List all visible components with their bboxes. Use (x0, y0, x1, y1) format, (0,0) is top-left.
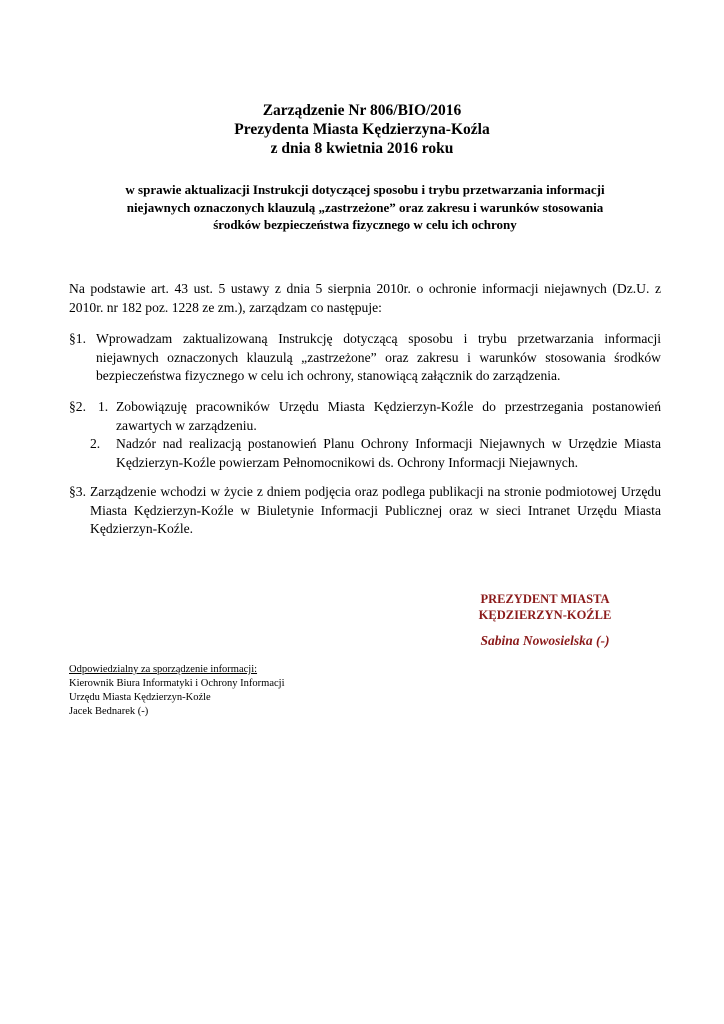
footer-line-2: Urzędu Miasta Kędzierzyn-Koźle (69, 692, 211, 703)
document-title (0, 101, 724, 158)
signature-title (420, 591, 670, 623)
footer-line-1: Kierownik Biura Informatyki i Ochrony Informacji (69, 678, 285, 689)
signature-name: Sabina Nowosielska (-) (480, 633, 610, 648)
signature-title-line-1: PREZYDENT MIASTA (480, 592, 610, 606)
section-3 (69, 483, 661, 539)
section-3-text: Zarządzenie wchodzi w życie z dniem podjęcia oraz podlega publikacji na stronie podmiotowej Urzędu Miasta Kędzierzyn-Koźle w Biuletynie Informacji Publicznej oraz w sieci Intranet Urzędu Miasta Kędzierzyn-Koźle. (90, 484, 661, 536)
section-3-body (69, 483, 661, 539)
section-2-item-1 (69, 398, 661, 435)
section-2-item-1-text: Zobowiązuję pracowników Urzędu Miasta Kędzierzyn-Koźle do przestrzegania postanowień zawartych w zarządzeniu. (116, 399, 661, 433)
section-2-marker: §2. (69, 399, 86, 414)
section-2-item-2-number: 2. (90, 436, 101, 451)
document-subject (80, 181, 650, 234)
subject-line-2: niejawnych oznaczonych klauzulą „zastrzeżone” oraz zakresu i warunków stosowania (126, 199, 604, 215)
subject-line-3: środków bezpieczeństwa fizycznego w celu ich ochrony (213, 217, 517, 232)
section-2 (69, 398, 661, 472)
section-1-marker: §1. (69, 331, 86, 346)
footer-line-3: Jacek Bednarek (-) (69, 706, 149, 717)
section-2-item-1-number: 1. (98, 399, 109, 414)
section-1-text: Wprowadzam zaktualizowaną Instrukcję dotyczącą sposobu i trybu przetwarzania informacji niejawnych oznaczonych klauzulą „zastrzeżone” oraz zakresu i warunków stosowania środków bezpieczeństwa fizycznego w celu ich ochrony, stanowiącą załącznik do zarządzenia. (96, 331, 661, 383)
title-line-2: Prezydenta Miasta Kędzierzyna-Koźla (234, 121, 490, 138)
section-3-marker: §3. (69, 484, 86, 499)
section-2-item-2-text: Nadzór nad realizacją postanowień Planu Ochrony Informacji Niejawnych w Urzędzie Miasta Kędzierzyn-Koźle powierzam Pełnomocnikowi ds. Ochrony Informacji Niejawnych. (116, 436, 661, 470)
section-1 (69, 330, 661, 386)
section-1-body (69, 330, 661, 386)
footer-responsible (69, 663, 284, 719)
footer-heading: Odpowiedzialny za sporządzenie informacji: (69, 664, 258, 675)
subject-line-1: w sprawie aktualizacji Instrukcji dotyczącej sposobu i trybu przetwarzania informacji (125, 182, 605, 197)
intro-paragraph: Na podstawie art. 43 ust. 5 ustawy z dnia 5 sierpnia 2010r. o ochronie informacji niejawnych (Dz.U. z 2010r. nr 182 poz. 1228 ze zm.), zarządzam co następuje: (69, 281, 661, 315)
title-line-1: Zarządzenie Nr 806/BIO/2016 (262, 102, 462, 119)
signature-title-line-2: KĘDZIERZYN-KOŹLE (478, 608, 612, 622)
section-2-item-2 (69, 435, 661, 472)
title-line-3: z dnia 8 kwietnia 2016 roku (270, 140, 454, 157)
